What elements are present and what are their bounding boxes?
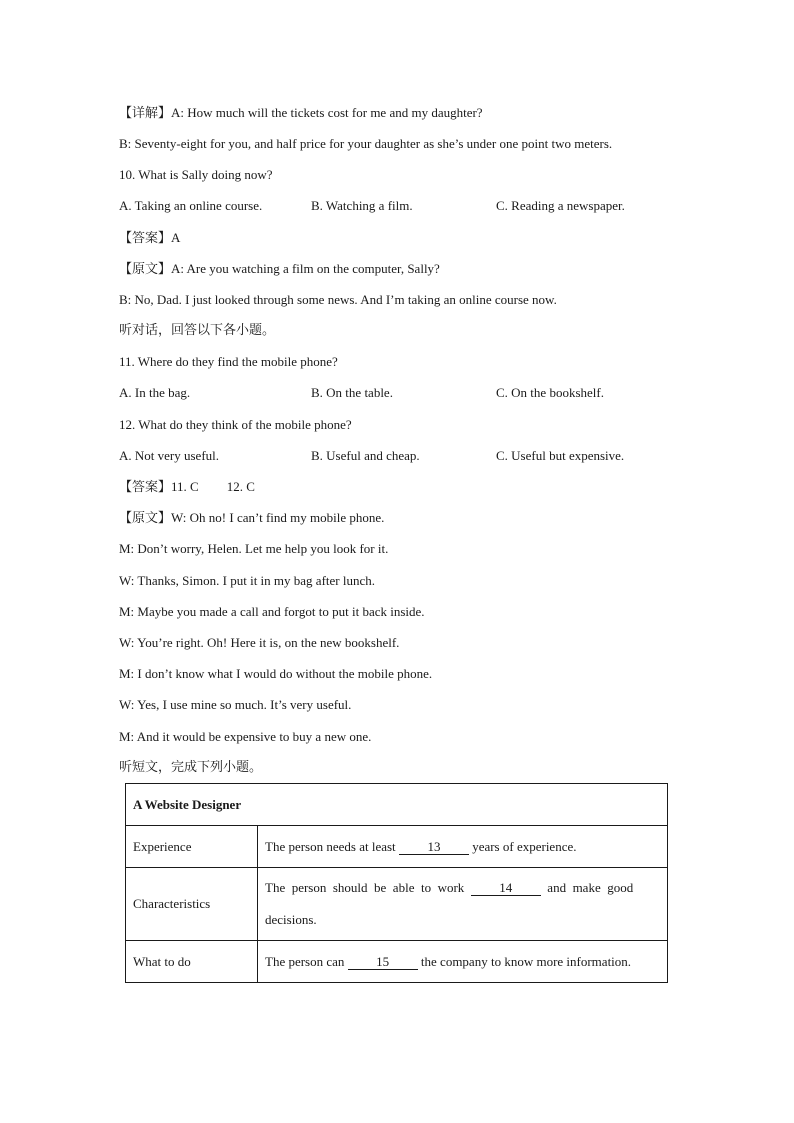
option-c: C. On the bookshelf. [496, 385, 604, 400]
blank-13: 13 [399, 840, 469, 855]
explanation-tag: 【详解】 [119, 106, 172, 121]
question-11: 11. Where do they find the mobile phone? [119, 354, 338, 369]
row-content: The person should be able to work 14 and make good decisions. [258, 868, 668, 941]
explanation-line-a [119, 104, 483, 123]
transcript-tag: 【原文】 [119, 262, 172, 277]
transcript-line-5: W: You’re right. Oh! Here it is, on the new bookshelf. [119, 635, 400, 650]
transcript-tag: 【原文】 [119, 511, 172, 526]
option-b: B. On the table. [311, 385, 393, 400]
blank-15: 15 [348, 955, 418, 970]
transcript-line-2: M: Don’t worry, Helen. Let me help you look for it. [119, 541, 389, 556]
option-a: A. In the bag. [119, 385, 191, 400]
blank-14: 14 [471, 881, 541, 896]
table-row [126, 826, 668, 868]
question-10: 10. What is Sally doing now? [119, 167, 273, 182]
row-content: The person can 15 the company to know more information. [258, 941, 668, 983]
transcript-text: W: Oh no! I can’t find my mobile phone. [171, 510, 385, 525]
answer-11: 11. C [171, 479, 199, 494]
transcript-line-6: M: I don’t know what I would do without the mobile phone. [119, 666, 433, 681]
option-a: A. Taking an online course. [119, 198, 263, 213]
option-c: C. Useful but expensive. [496, 448, 625, 463]
transcript-line-1 [119, 509, 384, 528]
answer-text: A [171, 230, 181, 245]
answer-tag: 【答案】 [119, 480, 172, 495]
row-label: Characteristics [126, 868, 258, 941]
explanation-text: A: How much will the tickets cost for me and my daughter? [171, 105, 483, 120]
answer-12: 12. C [226, 479, 255, 494]
instruction-passage: 听短文，完成下列小题。 [119, 760, 263, 775]
instruction-dialogue: 听对话，回答以下各小题。 [119, 323, 276, 338]
row-content: The person needs at least 13 years of experience. [258, 826, 668, 868]
transcript-line-7: W: Yes, I use mine so much. It’s very useful. [119, 697, 352, 712]
row-label: What to do [126, 941, 258, 983]
table-row [126, 941, 668, 983]
answer-11-12 [119, 478, 255, 497]
transcript-text: A: Are you watching a film on the computer, Sally? [171, 261, 440, 276]
table-title: A Website Designer [126, 784, 668, 826]
explanation-line-b: B: Seventy-eight for you, and half price for your daughter as she’s under one point two meters. [119, 136, 613, 151]
answer-10 [119, 229, 180, 248]
row-label: Experience [126, 826, 258, 868]
answer-tag: 【答案】 [119, 231, 172, 246]
option-a: A. Not very useful. [119, 448, 220, 463]
transcript-line-4: M: Maybe you made a call and forgot to put it back inside. [119, 604, 425, 619]
table-row [126, 868, 668, 941]
question-12: 12. What do they think of the mobile phone? [119, 417, 352, 432]
transcript-10-b: B: No, Dad. I just looked through some news. And I’m taking an online course now. [119, 292, 557, 307]
option-c: C. Reading a newspaper. [496, 198, 625, 213]
transcript-line-8: M: And it would be expensive to buy a new one. [119, 729, 372, 744]
transcript-10-a [119, 260, 440, 279]
option-b: B. Watching a film. [311, 198, 413, 213]
option-b: B. Useful and cheap. [311, 448, 420, 463]
transcript-line-3: W: Thanks, Simon. I put it in my bag after lunch. [119, 573, 375, 588]
info-table [125, 783, 668, 983]
